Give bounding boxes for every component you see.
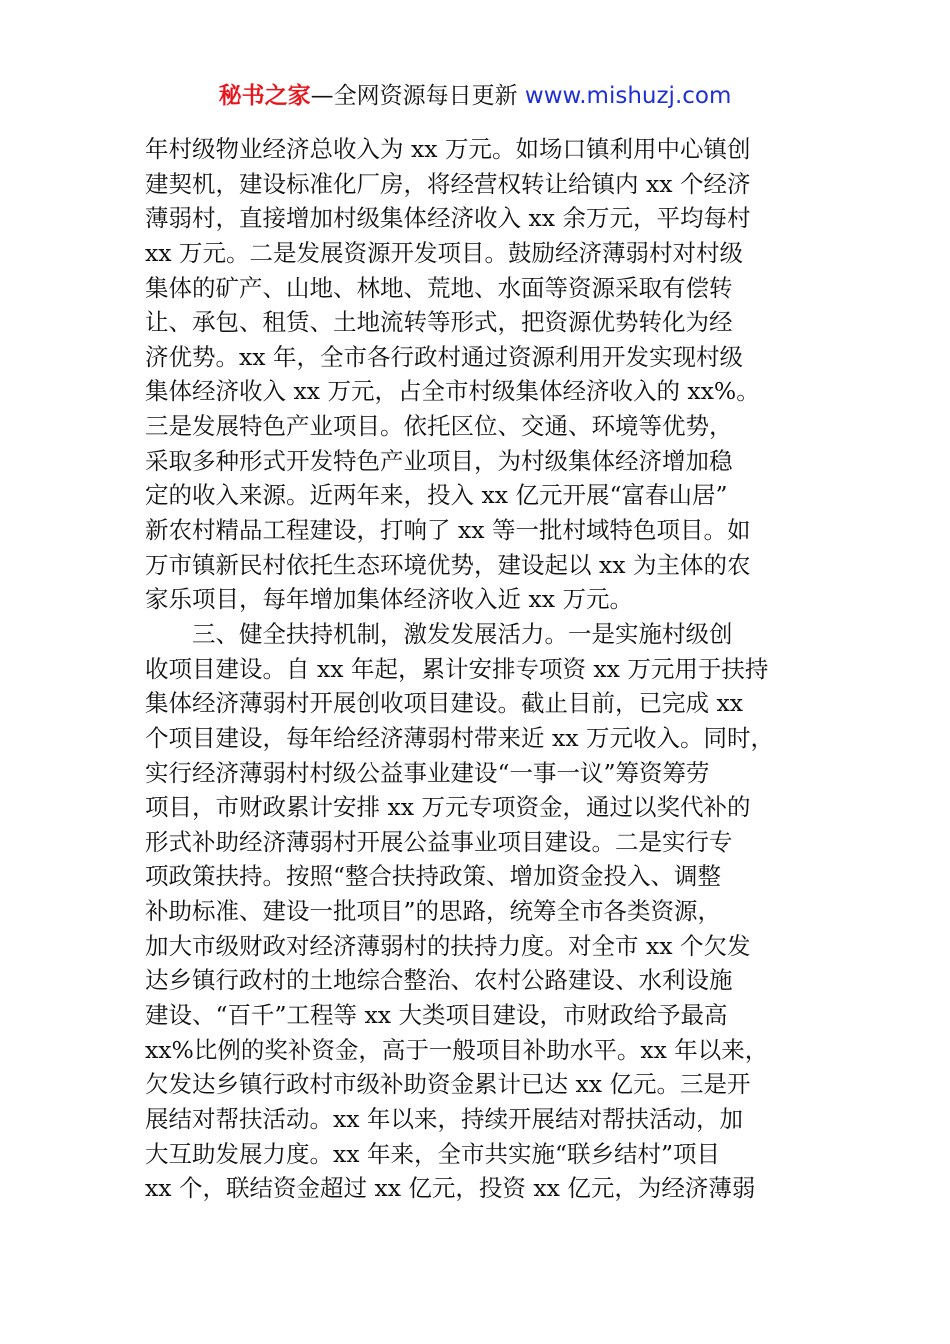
text-line: 集体经济薄弱村开展创收项目建设。截止目前，已完成 xx — [145, 689, 743, 718]
text-line: 年村级物业经济总收入为 xx 万元。如场口镇利用中心镇创 — [145, 135, 751, 163]
text-line: xx 万元。二是发展资源开发项目。鼓励经济薄弱村对村级 — [145, 238, 743, 267]
text-line: 新农村精品工程建设，打响了 xx 等一批村域特色项目。如 — [145, 516, 751, 545]
text-line: 收项目建设。自 xx 年起，累计安排专项资 xx 万元用于扶持 — [145, 654, 769, 683]
text-line: 建设、“百千”工程等 xx 大类项目建设，市财政给予最高 — [145, 1001, 728, 1030]
text-line: 大互助发展力度。xx 年来，全市共实施“联乡结村”项目 — [145, 1139, 721, 1168]
text-line: 补助标准、建设一批项目”的思路，统筹全市各类资源， — [145, 897, 722, 926]
text-line: 集体的矿产、山地、林地、荒地、水面等资源采取有偿转 — [145, 273, 733, 302]
text-line: 三是发展特色产业项目。依托区位、交通、环境等优势， — [145, 412, 733, 441]
text-line: 建契机，建设标准化厂房，将经营权转让给镇内 xx 个经济 — [145, 169, 751, 198]
text-line: 个项目建设，每年给经济薄弱村带来近 xx 万元收入。同时， — [145, 723, 774, 752]
text-line: 项政策扶持。按照“整合扶持政策、增加资金投入、调整 — [145, 862, 722, 891]
text-line: xx 个，联结资金超过 xx 亿元，投资 xx 亿元，为经济薄弱 — [145, 1174, 756, 1203]
site-url[interactable]: www.mishuzj.com — [524, 83, 732, 109]
text-line: 实行经济薄弱村村级公益事业建设“一事一议”筹资筹劳 — [145, 758, 710, 787]
text-line: 形式补助经济薄弱村开展公益事业项目建设。二是实行专 — [145, 827, 733, 856]
text-line: 加大市级财政对经济薄弱村的扶持力度。对全市 xx 个欠发 — [145, 931, 751, 960]
paragraph-start-line: 三、健全扶持机制，激发发展活力。一是实施村级创 — [192, 619, 733, 648]
text-line: 欠发达乡镇行政村市级补助资金累计已达 xx 亿元。三是开 — [145, 1070, 751, 1099]
text-line: 项目，市财政累计安排 xx 万元专项资金，通过以奖代补的 — [145, 793, 751, 822]
text-line: 定的收入来源。近两年来，投入 xx 亿元开展“富春山居” — [145, 481, 728, 510]
text-line: 展结对帮扶活动。xx 年以来，持续开展结对帮扶活动，加 — [145, 1104, 743, 1133]
text-line: 家乐项目，每年增加集体经济收入近 xx 万元。 — [145, 585, 633, 614]
text-line: 达乡镇行政村的土地综合整治、农村公路建设、水利设施 — [145, 966, 733, 995]
text-line: 万市镇新民村依托生态环境优势，建设起以 xx 为主体的农 — [145, 550, 751, 579]
header-tagline: —全网资源每日更新 — [310, 83, 518, 109]
text-line: 让、承包、租赁、土地流转等形式，把资源优势转化为经 — [145, 308, 733, 337]
brand-name: 秘书之家 — [218, 83, 311, 109]
page-header — [0, 80, 950, 112]
text-line: 济优势。xx 年，全市各行政村通过资源利用开发实现村级 — [145, 342, 743, 371]
document-body — [145, 132, 815, 1206]
text-line: 集体经济收入 xx 万元，占全市村级集体经济收入的 xx%。 — [145, 377, 760, 406]
text-line: 薄弱村，直接增加村级集体经济收入 xx 余万元，平均每村 — [145, 204, 751, 233]
text-line: 采取多种形式开发特色产业项目，为村级集体经济增加稳 — [145, 446, 733, 475]
text-line: xx%比例的奖补资金，高于一般项目补助水平。xx 年以来， — [145, 1035, 769, 1064]
